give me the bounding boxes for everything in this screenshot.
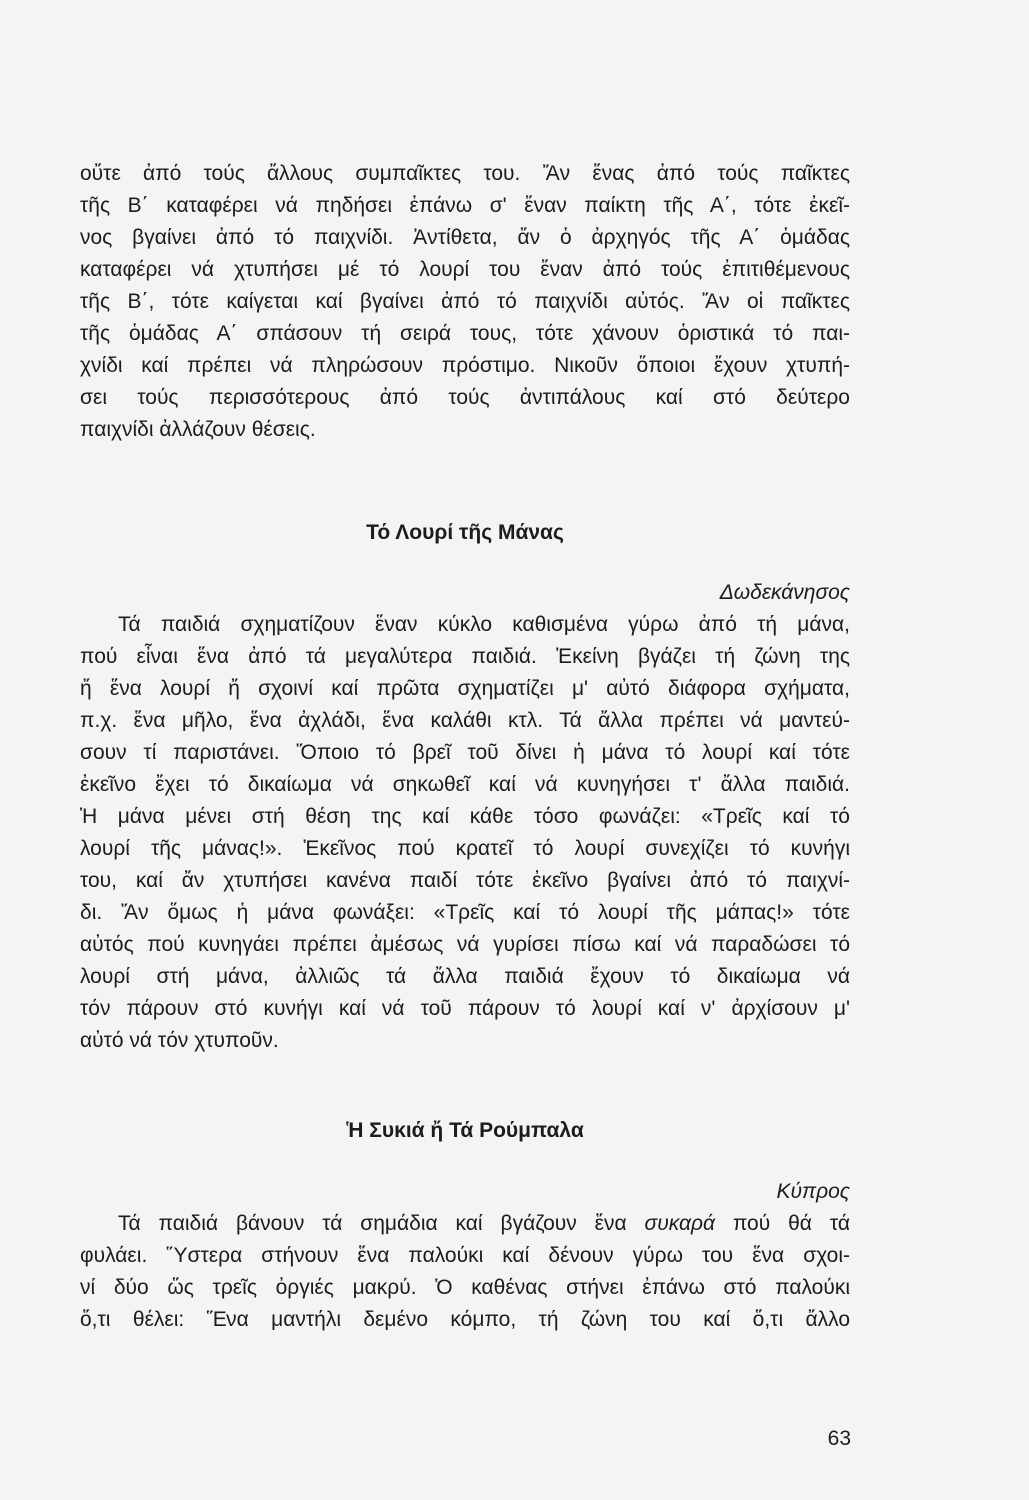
text-segment: πού θά τά bbox=[714, 1212, 850, 1235]
section-region: Δωδεκάνησος bbox=[719, 581, 850, 604]
text-line: δι. Ἄν ὅμως ἡ μάνα φωνάξει: «Τρεῖς καί τό λουρί τῆς μάπας!» τότε bbox=[80, 901, 850, 924]
text-line: λουρί τῆς μάνας!». Ἐκεῖνος πού κρατεῖ τό λουρί συνεχίζει τό κυνήγι bbox=[80, 837, 850, 860]
text-line: παιχνίδι ἀλλάζουν θέσεις. bbox=[80, 418, 316, 441]
text-line: τῆς ὁμάδας Α΄ σπάσουν τή σειρά τους, τότε χάνουν ὁριστικά τό παι- bbox=[80, 322, 850, 345]
text-line: σουν τί παριστάνει. Ὅποιο τό βρεῖ τοῦ δίνει ἡ μάνα τό λουρί καί τότε bbox=[80, 741, 850, 764]
text-line: ἤ ἕνα λουρί ἤ σχοινί καί πρῶτα σχηματίζει μ' αὐτό διάφορα σχήματα, bbox=[80, 677, 850, 700]
text-line: σει τούς περισσότερους ἀπό τούς ἀντιπάλους καί στό δεύτερο bbox=[80, 386, 850, 409]
text-line bbox=[80, 1208, 850, 1240]
text-line: ἐκεῖνο ἔχει τό δικαίωμα νά σηκωθεῖ καί νά κυνηγήσει τ' ἄλλα παιδιά. bbox=[80, 773, 850, 796]
text-line: νος βγαίνει ἀπό τό παιχνίδι. Ἀντίθετα, ἄν ὁ ἀρχηγός τῆς Α΄ ὁμάδας bbox=[80, 226, 850, 249]
text-line: λουρί στή μάνα, ἀλλιῶς τά ἄλλα παιδιά ἔχουν τό δικαίωμα νά bbox=[80, 965, 850, 988]
text-line: χνίδι καί πρέπει νά πληρώσουν πρόστιμο. Νικοῦν ὅποιοι ἔχουν χτυπή- bbox=[80, 354, 850, 377]
text-line: ὅ,τι θέλει: Ἕνα μαντήλι δεμένο κόμπο, τή ζώνη του καί ὅ,τι ἄλλο bbox=[80, 1308, 850, 1331]
text-line: φυλάει. Ὕστερα στήνουν ἕνα παλούκι καί δένουν γύρω του ἕνα σχοι- bbox=[80, 1244, 850, 1267]
text-line: καταφέρει νά χτυπήσει μέ τό λουρί του ἕναν ἀπό τούς ἐπιτιθέμενους bbox=[80, 258, 850, 281]
text-line: π.χ. ἕνα μῆλο, ἕνα ἀχλάδι, ἕνα καλάθι κτλ. Τά ἄλλα πρέπει νά μαντεύ- bbox=[80, 709, 850, 732]
text-line: τῆς Β΄ καταφέρει νά πηδήσει ἐπάνω σ' ἕναν παίκτη τῆς Α΄, τότε ἐκεῖ- bbox=[80, 194, 850, 217]
text-line: του, καί ἄν χτυπήσει κανένα παιδί τότε ἐκεῖνο βγαίνει ἀπό τό παιχνί- bbox=[80, 869, 850, 892]
text-line: νί δύο ὥς τρεῖς ὀργιές μακρύ. Ὁ καθένας στήνει ἐπάνω στό παλούκι bbox=[80, 1276, 850, 1299]
text-line: αὐτός πού κυνηγάει πρέπει ἀμέσως νά γυρίσει πίσω καί νά παραδώσει τό bbox=[80, 933, 850, 956]
text-line: Ἡ μάνα μένει στή θέση της καί κάθε τόσο φωνάζει: «Τρεῖς καί τό bbox=[80, 805, 850, 828]
intro-paragraph bbox=[80, 158, 850, 446]
section-title: Τό Λουρί τῆς Μάνας bbox=[366, 521, 564, 544]
page-number: 63 bbox=[827, 1427, 851, 1450]
text-segment: Τά παιδιά βάνουν τά σημάδια καί βγάζουν ἕνα bbox=[118, 1212, 645, 1235]
section2-paragraph bbox=[80, 1208, 850, 1336]
text-line: τόν πάρουν στό κυνήγι καί νά τοῦ πάρουν τό λουρί καί ν' ἀρχίσουν μ' bbox=[80, 997, 850, 1020]
emphasized-word: συκαρά bbox=[644, 1212, 715, 1235]
text-line: αὐτό νά τόν χτυποῦν. bbox=[80, 1029, 279, 1052]
text-line: τῆς Β΄, τότε καίγεται καί βγαίνει ἀπό τό παιχνίδι αὐτός. Ἄν οἱ παῖκτες bbox=[80, 290, 850, 313]
text-line: οὔτε ἀπό τούς ἄλλους συμπαῖκτες του. Ἄν ἕνας ἀπό τούς παῖκτες bbox=[80, 162, 850, 185]
text-line: Τά παιδιά σχηματίζουν ἕναν κύκλο καθισμένα γύρω ἀπό τή μάνα, bbox=[118, 613, 850, 636]
text-line: πού εἶναι ἕνα ἀπό τά μεγαλύτερα παιδιά. Ἐκείνη βγάζει τή ζώνη της bbox=[80, 645, 850, 668]
section-region: Κύπρος bbox=[776, 1180, 850, 1203]
section-title: Ἡ Συκιά ἤ Τά Ρούμπαλα bbox=[346, 1119, 584, 1142]
section1-paragraph bbox=[80, 609, 850, 1057]
